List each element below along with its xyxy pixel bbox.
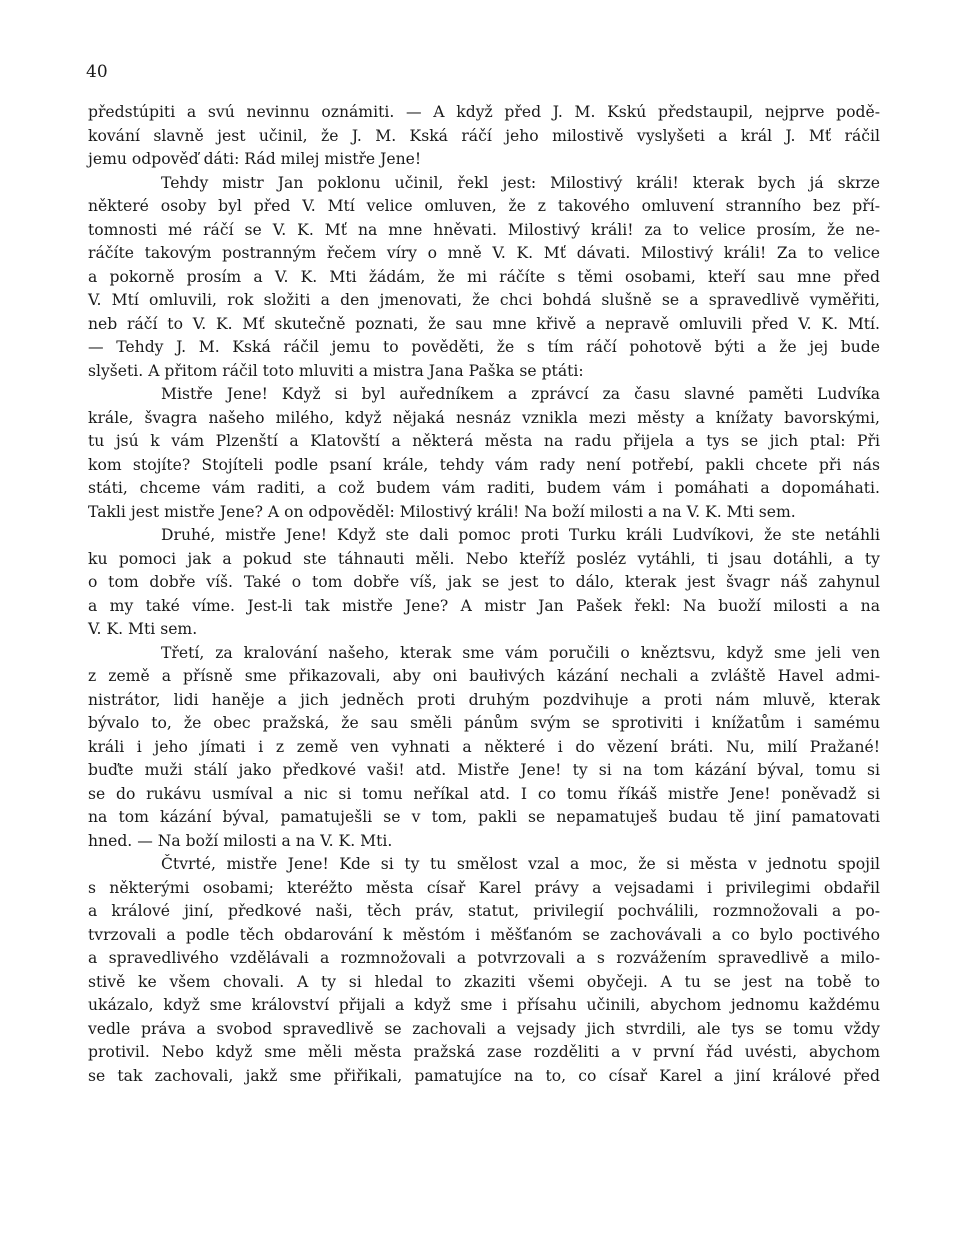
text-line: státi, chceme vám raditi, a což budem vám raditi, budem vám i pomáhati a dopomáhati. bbox=[88, 479, 880, 497]
text-line: o tom dobře víš. Také o tom dobře víš, jak se jest to dálo, kterak jest švagr náš zahynul bbox=[88, 573, 880, 591]
text-line: předstúpiti a svú nevinnu oznámiti. — A když před J. M. Kskú předstaupil, nejprve podě- bbox=[88, 103, 880, 121]
text-line: tomnosti mé ráčí se V. K. Mť na mne hněvati. Milostivý králi! za to velice prosím, že ne- bbox=[88, 220, 880, 239]
text-line: Druhé, mistře Jene! Když ste dali pomoc proti Turku králi Ludvíkovi, že ste netáhli bbox=[161, 526, 880, 544]
text-line: Mistře Jene! Když si byl auředníkem a zprávcí za času slavné paměti Ludvíka bbox=[161, 385, 880, 403]
text-line: vedle práva a svobod spravedlivě se zachovali a vejsady jich stvrdili, ale tys se tomu vždy bbox=[88, 1019, 880, 1038]
text-line: ráčíte takovým postranným řečem víry o mně V. K. Mť dávati. Milostivý králi! Za to velice bbox=[88, 244, 880, 262]
body-text bbox=[88, 101, 880, 1088]
text-line: Tehdy mistr Jan poklonu učinil, řekl jest: Milostivý králi! kterak bych já skrze bbox=[161, 173, 880, 192]
text-line: na tom kázání býval, pamatuješli se v tom, pakli se nepamatuješ budau tě jiní pamatovati bbox=[88, 808, 880, 826]
text-line: se tak zachovali, jakž sme přiřikali, pamatujíce na to, co císař Karel a jiní králové před bbox=[88, 1066, 880, 1085]
text-line: a my také víme. Jest-li tak mistře Jene? A mistr Jan Pašek řekl: Na buoží milosti a na bbox=[88, 596, 880, 615]
text-line: se do rukávu usmíval a nic si tomu neříkal atd. I co tomu říkáš mistře Jene! poněvadž si bbox=[88, 784, 880, 803]
text-line: neb ráčí to V. K. Mť skutečně poznati, že sau mne křivě a nepravě omluvili před V. K. Mtí. bbox=[88, 314, 880, 333]
page-number: 40 bbox=[86, 62, 108, 82]
text-line: a spravedlivého vzdělávali a rozmnožovali a potvrzovali a s rozvážením spravedlivě a milo- bbox=[88, 949, 880, 967]
text-line: ukázalo, když sme království přijali a když sme i přísahu učinili, abychom jednomu každému bbox=[88, 996, 880, 1014]
text-line: protivil. Nebo když sme měli města pražská zase rozděliti a v první řád uvésti, abychom bbox=[88, 1043, 880, 1061]
text-line: nistrátor, lidi haněje a jich jedněch proti druhým pozdvihuje a proti nám mluvě, kterak bbox=[88, 690, 880, 709]
text-line: buďte muži stálí jako předkové vaši! atd. Mistře Jene! ty si na tom kázání býval, tomu si bbox=[88, 761, 880, 779]
text-line: stivě ke všem chovali. A ty si hledal to zkaziti všemi obyčeji. A tu se jest na tobě to bbox=[88, 972, 880, 991]
text-line: a králové jiní, předkové naši, těch práv, statut, privilegií pochválili, rozmnožovali a po- bbox=[88, 902, 880, 920]
text-line: krále, švagra našeho milého, když nějaká nesnáz vznikla mezi městy a knížaty bavorskými, bbox=[88, 408, 880, 427]
text-line: V. Mtí omluvili, rok složiti a den jmenovati, že chci bohdá slušně se a spravedlivě vyměřiti, bbox=[88, 291, 880, 309]
text-line: Čtvrté, mistře Jene! Kde si ty tu smělost vzal a moc, že si města v jednotu spojil bbox=[161, 855, 880, 873]
text-line: králi i jeho jímati i z země ven vyhnati a některé i do vězení bráti. Nu, milí Pražané! bbox=[88, 737, 880, 756]
text-line: — Tehdy J. M. Kská ráčil jemu to pověděti, že s tím ráčí pohotově býti a že jej bude bbox=[88, 338, 880, 356]
text-line: tvrzovali a podle těch obdarování k městóm i měšťanóm se zachovávali a co bylo poctivého bbox=[88, 925, 880, 944]
text-line: a pokorně prosím a V. K. Mti žádám, že mi ráčíte s těmi osobami, kteří sau mne před bbox=[88, 267, 880, 286]
text-line: slyšeti. A přitom ráčil toto mluviti a mistra Jana Paška se ptáti: bbox=[88, 361, 584, 380]
text-line: ku pomoci jak a pokud ste táhnauti měli. Nebo kteříž posléz vytáhli, ti jsau dotáhli, a ty bbox=[88, 549, 880, 568]
text-line: Třetí, za kralování našeho, kterak sme vám poručili o kněztsvu, když sme jeli ven bbox=[161, 643, 880, 662]
text-line: Takli jest mistře Jene? A on odpověděl: Milostivý králi! Na boží milosti a na V. K. Mti sem. bbox=[88, 502, 796, 521]
text-line: V. K. Mti sem. bbox=[88, 620, 198, 638]
text-line: některé osoby byl před V. Mtí velice omluven, že z takového omluvení stranního bez pří- bbox=[88, 197, 880, 215]
text-line: hned. — Na boží milosti a na V. K. Mti. bbox=[88, 831, 393, 850]
text-line: s některými osobami; kteréžto města císař Karel právy a vejsadami i privilegimi obdařil bbox=[88, 878, 880, 897]
text-line: bývalo to, že obec pražská, že sau směli pánům svým se sprotiviti i knížatům i samému bbox=[88, 714, 880, 732]
text-line: tu jsú k vám Plzenští a Klatovští a některá města na radu přijela a tys se jich ptal: Při bbox=[88, 432, 880, 450]
text-line: jemu odpověď dáti: Rád milej mistře Jene! bbox=[88, 150, 422, 168]
text-line: z země a přísně sme přikazovali, aby oni baułivých kázání nechali a zvláště Havel admi- bbox=[88, 667, 880, 685]
text-line: kom stojíte? Stojíteli podle psaní krále, tehdy vám rady není potřebí, pakli chcete při nás bbox=[88, 455, 880, 474]
text-line: kování slavně jest učinil, že J. M. Kská ráčí jeho milostivě vyslyšeti a král J. Mť ráčil bbox=[88, 126, 880, 145]
